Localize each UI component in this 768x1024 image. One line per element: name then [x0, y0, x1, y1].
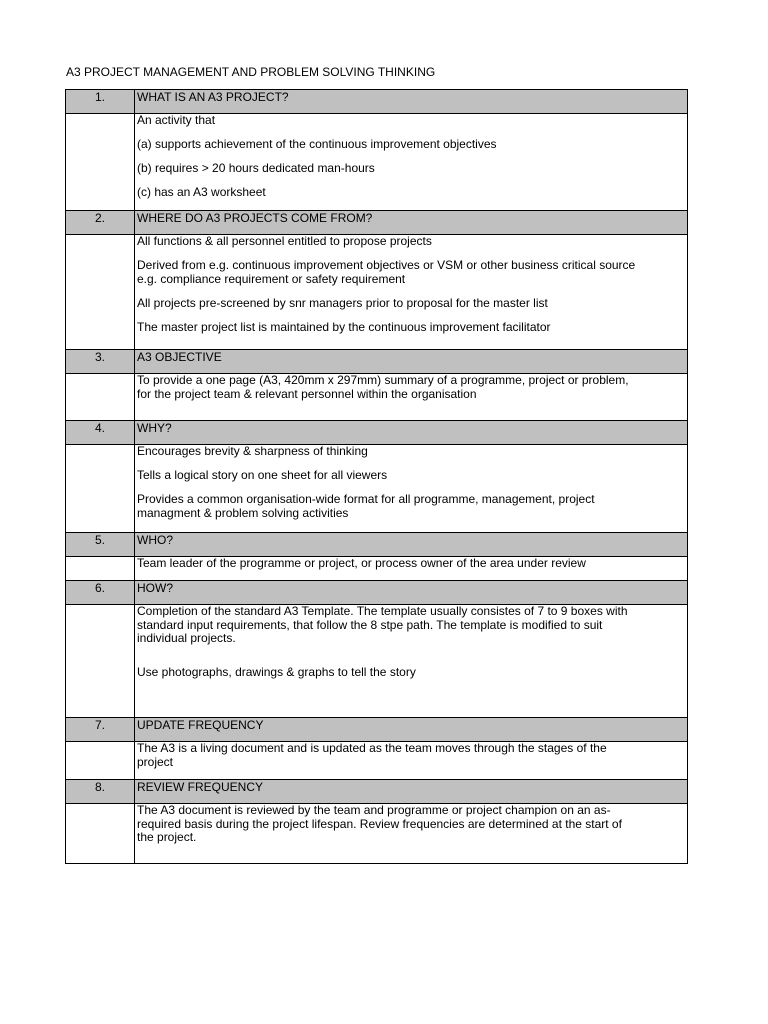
text-line: Completion of the standard A3 Template. The template usually consistes of 7 to 9 boxes with — [137, 604, 628, 618]
text-line: (b) requires > 20 hours dedicated man-hours — [137, 161, 375, 175]
paragraph — [137, 321, 685, 335]
paragraph — [137, 557, 685, 571]
section-header-row — [66, 581, 688, 605]
section-body — [135, 804, 688, 864]
text-line: The A3 document is reviewed by the team and programme or project champion on an as- — [137, 803, 611, 817]
text-line: (c) has an A3 worksheet — [137, 185, 266, 199]
section-body — [135, 235, 688, 350]
section-heading: REVIEW FREQUENCY — [135, 780, 688, 804]
section-body — [135, 557, 688, 581]
section-number: 1. — [66, 90, 135, 114]
text-line: Use photographs, drawings & graphs to tell the story — [137, 664, 416, 679]
section-heading: WHY? — [135, 421, 688, 445]
a3-info-table — [65, 89, 688, 864]
paragraph — [137, 235, 685, 249]
paragraph — [137, 605, 685, 646]
section-body-row — [66, 235, 688, 350]
section-heading: HOW? — [135, 581, 688, 605]
section-number-blank — [66, 804, 135, 864]
text-line: e.g. compliance requirement or safety requirement — [137, 271, 406, 286]
section-number-blank — [66, 557, 135, 581]
paragraph — [137, 666, 685, 680]
text-line: individual projects. — [137, 631, 236, 645]
text-line: required basis during the project lifespan. Review frequencies are determined at the start of — [137, 816, 622, 831]
text-line: Derived from e.g. continuous improvement objectives or VSM or other business critical source — [137, 258, 636, 272]
section-body — [135, 374, 688, 421]
section-number-blank — [66, 605, 135, 718]
section-body-row — [66, 557, 688, 581]
section-body-row — [66, 374, 688, 421]
section-body — [135, 114, 688, 211]
section-number-blank — [66, 114, 135, 211]
paragraph — [137, 138, 685, 152]
a3-table-body — [66, 90, 688, 864]
section-header-row — [66, 718, 688, 742]
section-header-row — [66, 421, 688, 445]
section-header-row — [66, 780, 688, 804]
text-line: The master project list is maintained by the continuous improvement facilitator — [137, 319, 551, 334]
paragraph — [137, 445, 685, 459]
paragraph — [137, 297, 685, 311]
section-body — [135, 445, 688, 533]
paragraph — [137, 186, 685, 200]
section-number: 5. — [66, 533, 135, 557]
section-header-row — [66, 211, 688, 235]
paragraph — [137, 804, 685, 845]
section-body-row — [66, 742, 688, 780]
section-number: 6. — [66, 581, 135, 605]
paragraph — [137, 259, 685, 286]
section-heading: WHERE DO A3 PROJECTS COME FROM? — [135, 211, 688, 235]
text-line: Team leader of the programme or project, or process owner of the area under review — [137, 556, 586, 570]
paragraph — [137, 162, 685, 176]
text-line: An activity that — [137, 113, 216, 127]
section-number: 7. — [66, 718, 135, 742]
paragraph — [137, 114, 685, 128]
section-body-row — [66, 804, 688, 864]
section-heading: WHO? — [135, 533, 688, 557]
section-number: 8. — [66, 780, 135, 804]
section-number-blank — [66, 374, 135, 421]
section-number-blank — [66, 742, 135, 780]
text-line: standard input requirements, that follow the 8 stpe path. The template is modified to suit — [137, 617, 603, 632]
section-body — [135, 605, 688, 718]
paragraph — [137, 469, 685, 483]
section-heading: WHAT IS AN A3 PROJECT? — [135, 90, 688, 114]
section-heading: A3 OBJECTIVE — [135, 350, 688, 374]
text-line: project — [137, 754, 174, 769]
text-line: To provide a one page (A3, 420mm x 297mm) summary of a programme, project or problem, — [137, 373, 629, 387]
text-line: Tells a logical story on one sheet for all viewers — [137, 468, 388, 482]
text-line: All projects pre-screened by snr managers prior to proposal for the master list — [137, 295, 548, 310]
section-heading: UPDATE FREQUENCY — [135, 718, 688, 742]
paragraph — [137, 374, 685, 401]
section-number: 4. — [66, 421, 135, 445]
text-line: All functions & all personnel entitled to propose projects — [137, 234, 432, 248]
text-line: Provides a common organisation-wide format for all programme, management, project — [137, 492, 595, 506]
paragraph — [137, 493, 685, 520]
text-line: the project. — [137, 830, 197, 844]
text-line: The A3 is a living document and is updated as the team moves through the stages of the — [137, 741, 607, 755]
section-number-blank — [66, 235, 135, 350]
section-number: 3. — [66, 350, 135, 374]
section-header-row — [66, 350, 688, 374]
text-line: managment & problem solving activities — [137, 505, 349, 520]
section-body-row — [66, 114, 688, 211]
section-number-blank — [66, 445, 135, 533]
section-body-row — [66, 445, 688, 533]
section-body — [135, 742, 688, 780]
document-title: A3 PROJECT MANAGEMENT AND PROBLEM SOLVING THINKING — [66, 65, 436, 79]
section-header-row — [66, 533, 688, 557]
text-line: Encourages brevity & sharpness of thinking — [137, 444, 368, 458]
section-header-row — [66, 90, 688, 114]
paragraph — [137, 742, 685, 769]
section-number: 2. — [66, 211, 135, 235]
text-line: (a) supports achievement of the continuous improvement objectives — [137, 137, 497, 151]
section-body-row — [66, 605, 688, 718]
text-line: for the project team & relevant personnel within the organisation — [137, 386, 477, 401]
